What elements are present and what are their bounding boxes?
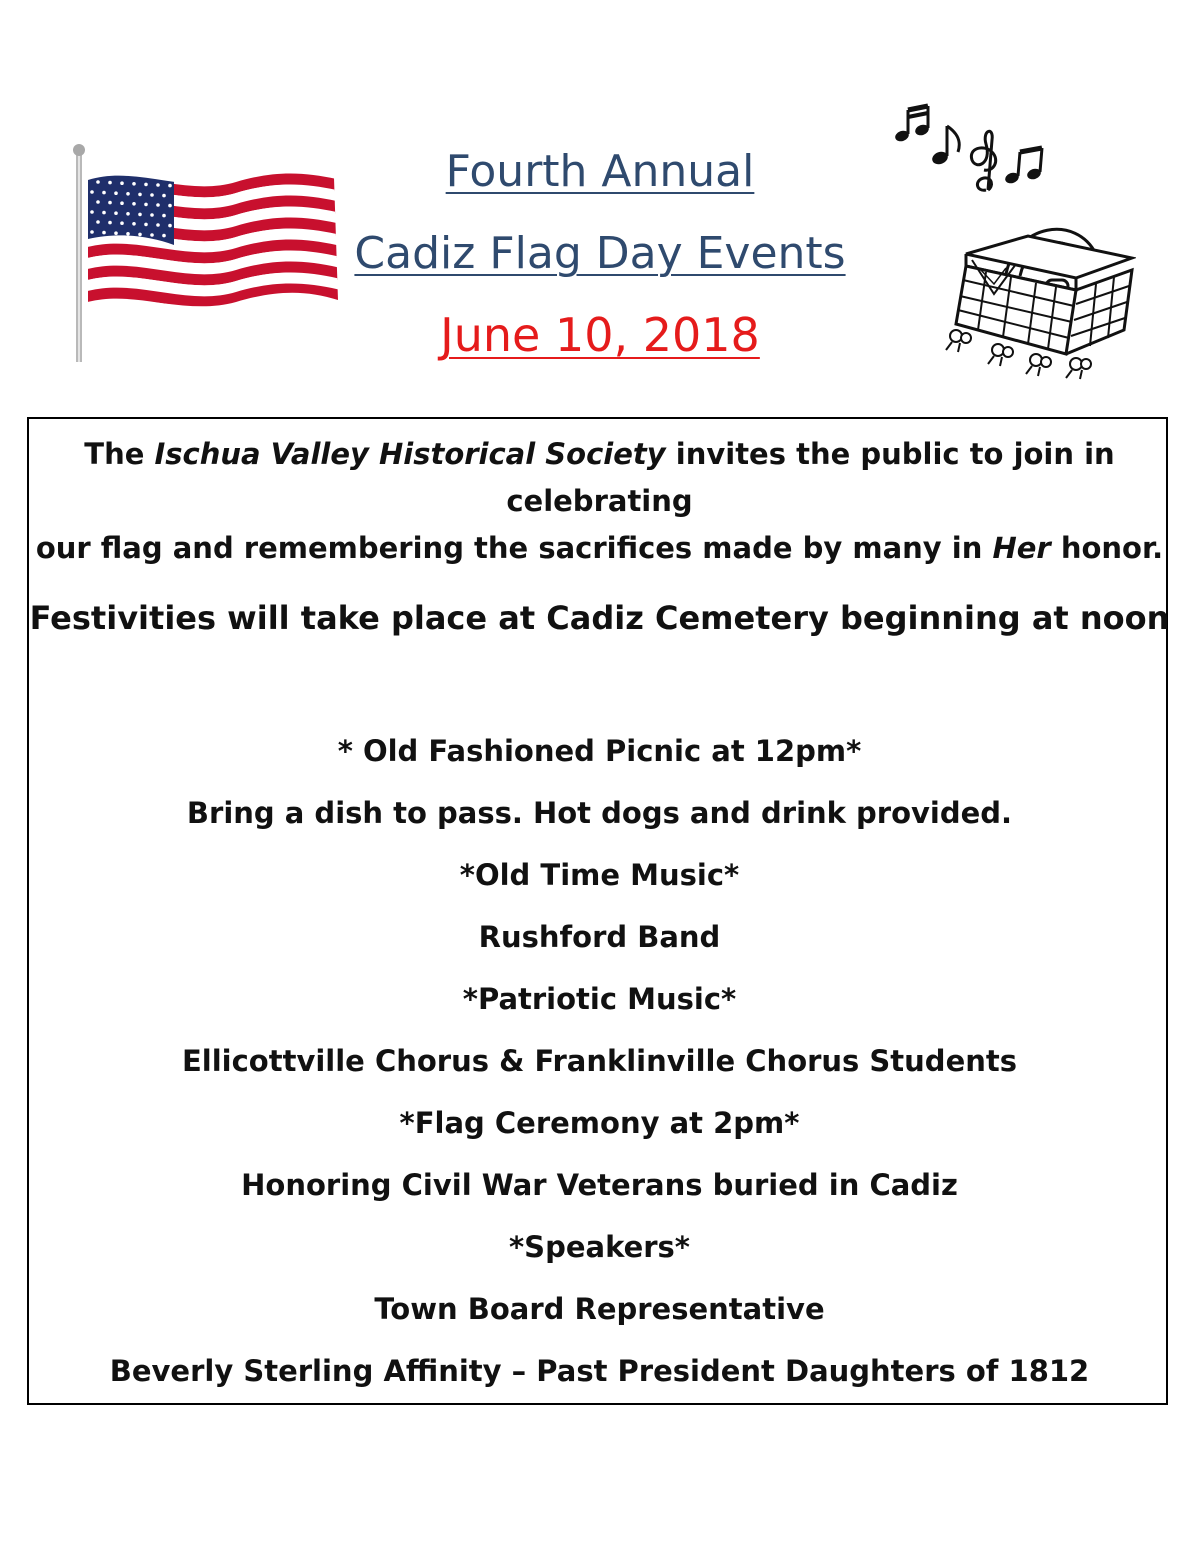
event-line: *Flag Ceremony at 2pm* [399,1106,800,1140]
intro-her: Her [992,531,1051,565]
flag-star [156,203,160,207]
flag-star [156,223,160,227]
flag-star [144,223,148,227]
event-line: Honoring Civil War Veterans buried in Cadiz [241,1168,958,1202]
intro-text-3: our flag and remembering the sacrifices made by many in [35,531,993,565]
event-line: *Old Time Music* [459,858,740,892]
event-line: Beverly Sterling Affinity – Past President Daughters of 1812 [109,1354,1090,1388]
flag-star [144,203,148,207]
flag-star [168,204,172,208]
event-line: * Old Fashioned Picnic at 12pm* [337,734,862,768]
event-line: Rushford Band [478,920,721,954]
flag-star [96,220,100,224]
flag-star [150,213,154,217]
flag-star [126,212,130,216]
event-line: Ellicottville Chorus & Franklinville Chorus Students [181,1044,1018,1078]
event-line: *Speakers* [509,1230,690,1264]
flag-star [162,214,166,218]
flag-star [132,222,136,226]
flag-star [96,200,100,204]
flag-star [120,221,124,225]
flag-star [138,213,142,217]
title-line-1: Fourth Annual [445,146,755,197]
flag-star [120,201,124,205]
event-line: *Patriotic Music* [462,982,737,1016]
intro-text-2: invites the public to join in celebrating [506,437,1115,518]
flag-star [132,202,136,206]
flag-star [108,201,112,205]
event-line: Town Board Representative [374,1292,825,1326]
intro-text-4: honor. [1050,531,1164,565]
society-name: Ischua Valley Historical Society [154,437,666,471]
flag-star [108,221,112,225]
flag-star [114,211,118,215]
flag-star [90,210,94,214]
flag-star [102,211,106,215]
intro-text-1: The [84,437,155,471]
title-line-2: Cadiz Flag Day Events [354,228,846,279]
event-date: June 10, 2018 [440,308,760,362]
intro-paragraph [29,431,1170,572]
event-line: Bring a dish to pass. Hot dogs and drink provided. [186,796,1013,830]
festivities-line: Festivities will take place at Cadiz Cemetery beginning at noon [29,599,1170,637]
event-details-box [27,417,1168,1405]
flag-star [168,224,172,228]
